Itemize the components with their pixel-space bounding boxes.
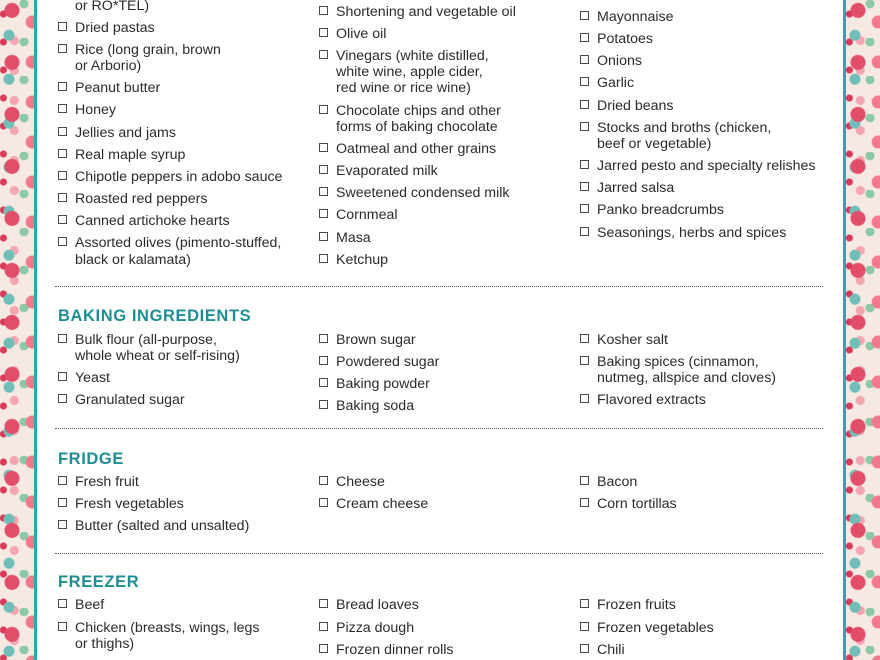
checkbox[interactable]	[580, 476, 589, 485]
checklist-item[interactable]: Shortening and vegetable oil	[336, 4, 516, 21]
checklist-item-continued: forms of baking chocolate	[336, 119, 498, 135]
checkbox[interactable]	[319, 476, 328, 485]
checklist-item[interactable]: Beef	[75, 597, 104, 614]
checkbox[interactable]	[319, 498, 328, 507]
checkbox[interactable]	[580, 356, 589, 365]
checklist-item[interactable]: Onions	[597, 53, 642, 70]
checkbox[interactable]	[319, 6, 328, 15]
checkbox[interactable]	[319, 356, 328, 365]
checkbox[interactable]	[58, 104, 67, 113]
checkbox[interactable]	[319, 50, 328, 59]
checklist-item[interactable]: Granulated sugar	[75, 392, 185, 409]
checklist-item[interactable]: Vinegars (white distilled,	[336, 48, 489, 65]
checklist-item[interactable]: Real maple syrup	[75, 147, 185, 164]
checkbox[interactable]	[580, 160, 589, 169]
section-heading-baking: BAKING INGREDIENTS	[58, 307, 252, 325]
checklist-item[interactable]: Frozen dinner rolls	[336, 642, 454, 659]
checkbox[interactable]	[580, 498, 589, 507]
checkbox[interactable]	[580, 204, 589, 213]
checklist-item[interactable]: Jellies and jams	[75, 125, 176, 142]
checkbox[interactable]	[580, 644, 589, 653]
checklist-item[interactable]: Bulk flour (all-purpose,	[75, 332, 217, 349]
checkbox[interactable]	[58, 498, 67, 507]
checkbox[interactable]	[580, 33, 589, 42]
checkbox[interactable]	[580, 394, 589, 403]
checklist-item[interactable]: Sweetened condensed milk	[336, 185, 510, 202]
checkbox[interactable]	[319, 165, 328, 174]
checklist-item[interactable]: Cornmeal	[336, 207, 398, 224]
checklist-item[interactable]: Oatmeal and other grains	[336, 141, 496, 158]
checklist-item[interactable]: Olive oil	[336, 26, 386, 43]
checkbox[interactable]	[319, 254, 328, 263]
section-divider	[55, 553, 823, 554]
checkbox[interactable]	[319, 334, 328, 343]
checkbox[interactable]	[58, 44, 67, 53]
floral-border-left	[0, 0, 34, 660]
checkbox[interactable]	[58, 334, 67, 343]
checkbox[interactable]	[319, 105, 328, 114]
checklist-item[interactable]: Jarred salsa	[597, 180, 674, 197]
checklist-item[interactable]: Baking spices (cinnamon,	[597, 354, 759, 371]
checklist-item[interactable]: Chicken (breasts, wings, legs	[75, 620, 260, 637]
checkbox[interactable]	[58, 127, 67, 136]
checklist-item[interactable]: Evaporated milk	[336, 163, 438, 180]
checklist-item[interactable]: Fresh vegetables	[75, 496, 184, 513]
checklist-item[interactable]: Cream cheese	[336, 496, 428, 513]
checkbox[interactable]	[58, 149, 67, 158]
checklist-item[interactable]: Chocolate chips and other	[336, 103, 501, 120]
checkbox[interactable]	[58, 372, 67, 381]
checklist-item[interactable]: Canned artichoke hearts	[75, 213, 230, 230]
checkbox[interactable]	[319, 400, 328, 409]
checklist-item[interactable]: Rice (long grain, brown	[75, 42, 221, 59]
floral-border-right	[846, 0, 880, 660]
section-heading-fridge: FRIDGE	[58, 450, 124, 468]
checkbox[interactable]	[58, 193, 67, 202]
checklist-item-continued: whole wheat or self-rising)	[75, 348, 240, 364]
checklist-item[interactable]: Cheese	[336, 474, 385, 491]
checklist-item[interactable]: Bread loaves	[336, 597, 419, 614]
checkbox[interactable]	[580, 182, 589, 191]
checkbox[interactable]	[580, 100, 589, 109]
checkbox[interactable]	[319, 28, 328, 37]
checklist-item[interactable]: Roasted red peppers	[75, 191, 208, 208]
checklist-item[interactable]: Honey	[75, 102, 116, 119]
checkbox[interactable]	[580, 55, 589, 64]
checklist-item[interactable]: Baking soda	[336, 398, 414, 415]
checkbox[interactable]	[580, 227, 589, 236]
checklist-item[interactable]: Ketchup	[336, 252, 388, 269]
checklist-item[interactable]: Seasonings, herbs and spices	[597, 225, 786, 242]
checklist-item-continued: white wine, apple cider,	[336, 64, 483, 80]
checklist-item[interactable]: Jarred pesto and specialty relishes	[597, 158, 815, 175]
checkbox[interactable]	[580, 334, 589, 343]
checkbox[interactable]	[58, 476, 67, 485]
checkbox[interactable]	[58, 215, 67, 224]
checkbox[interactable]	[319, 232, 328, 241]
section-divider	[55, 428, 823, 429]
checkbox[interactable]	[319, 187, 328, 196]
checkbox[interactable]	[58, 622, 67, 631]
checklist-item[interactable]: Bacon	[597, 474, 637, 491]
checklist-item[interactable]: Assorted olives (pimento-stuffed,	[75, 235, 281, 252]
checklist-item[interactable]: Corn tortillas	[597, 496, 677, 513]
checklist-item[interactable]: Garlic	[597, 75, 634, 92]
checklist-item[interactable]: Pizza dough	[336, 620, 414, 637]
checkbox[interactable]	[58, 599, 67, 608]
checklist-item[interactable]: Dried beans	[597, 98, 674, 115]
checkbox[interactable]	[319, 209, 328, 218]
border-line-right	[843, 0, 846, 660]
checkbox[interactable]	[58, 237, 67, 246]
checklist-item[interactable]: Butter (salted and unsalted)	[75, 518, 249, 535]
checklist-item[interactable]: Potatoes	[597, 31, 653, 48]
checkbox[interactable]	[58, 171, 67, 180]
checklist-item[interactable]: Flavored extracts	[597, 392, 706, 409]
checkbox[interactable]	[319, 644, 328, 653]
checkbox[interactable]	[580, 622, 589, 631]
checklist-item-continued: beef or vegetable)	[597, 136, 712, 152]
checkbox[interactable]	[580, 77, 589, 86]
checklist-item-continued: nutmeg, allspice and cloves)	[597, 370, 777, 386]
checklist-item[interactable]: Fresh fruit	[75, 474, 139, 491]
checklist-page	[37, 0, 843, 660]
checklist-item-continued: red wine or rice wine)	[336, 80, 471, 96]
checklist-item-continued: black or kalamata)	[75, 252, 191, 268]
checklist-item[interactable]: Frozen fruits	[597, 597, 676, 614]
checklist-item[interactable]: Frozen vegetables	[597, 620, 714, 637]
section-divider	[55, 286, 823, 287]
checklist-item-continued: or thighs)	[75, 636, 135, 652]
checkbox[interactable]	[580, 11, 589, 20]
checklist-item[interactable]: Chili	[597, 642, 625, 659]
checklist-item[interactable]: Powdered sugar	[336, 354, 439, 371]
checklist-item[interactable]: Peanut butter	[75, 80, 160, 97]
checkbox[interactable]	[319, 378, 328, 387]
checklist-item[interactable]: Panko breadcrumbs	[597, 202, 724, 219]
checklist-item[interactable]: Baking powder	[336, 376, 430, 393]
checkbox[interactable]	[319, 599, 328, 608]
checklist-item[interactable]: Brown sugar	[336, 332, 416, 349]
checkbox[interactable]	[319, 622, 328, 631]
checklist-item[interactable]: Chipotle peppers in adobo sauce	[75, 169, 282, 186]
checkbox[interactable]	[319, 143, 328, 152]
checklist-item[interactable]: Mayonnaise	[597, 9, 674, 26]
checklist-item[interactable]: Dried pastas	[75, 20, 155, 37]
section-heading-freezer: FREEZER	[58, 573, 140, 591]
checkbox[interactable]	[58, 394, 67, 403]
checklist-item-continued: or Arborio)	[75, 58, 142, 74]
checklist-item[interactable]: Stocks and broths (chicken,	[597, 120, 771, 137]
checkbox[interactable]	[580, 122, 589, 131]
checkbox[interactable]	[58, 22, 67, 31]
checkbox[interactable]	[58, 520, 67, 529]
checkbox[interactable]	[58, 82, 67, 91]
checklist-item[interactable]: Kosher salt	[597, 332, 668, 349]
checklist-item[interactable]: Yeast	[75, 370, 110, 387]
checkbox[interactable]	[580, 599, 589, 608]
checklist-item: or RO*TEL)	[75, 0, 150, 14]
checklist-item[interactable]: Masa	[336, 230, 371, 247]
